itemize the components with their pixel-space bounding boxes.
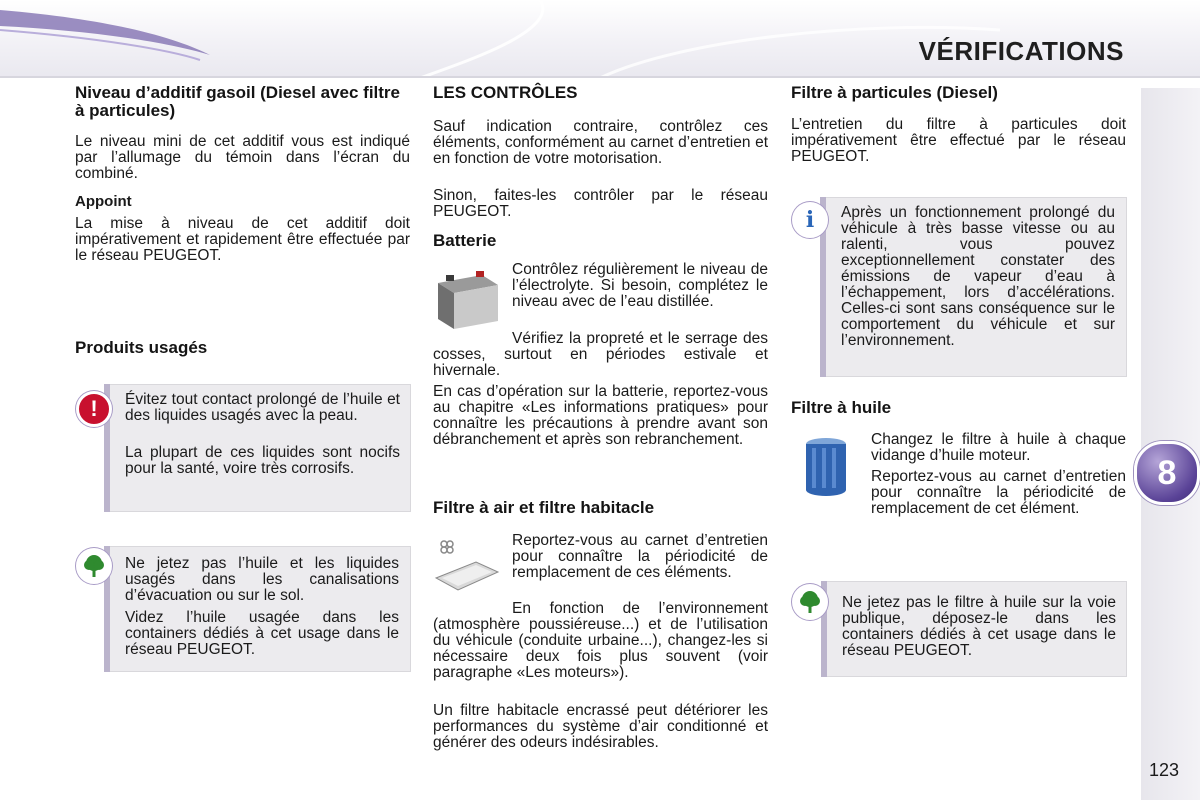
info-text: Après un fonctionnement prolongé du véhicule à très basse vitesse ou au ralenti, vous pouvez exceptionnellement constater des émissions de vapeur d’eau à l’échappement, lors d’accélérations. Celles-ci sont sans conséquence sur le comportement du véhicule et sur l’environnement. <box>841 204 1115 349</box>
warning-text-2: La plupart de ces liquides sont nocifs pour la santé, voire très corrosifs. <box>125 444 400 477</box>
battery-text-3: En cas d’opération sur la batterie, reportez-vous au chapitre «Les informations pratiques» pour connaître les précautions à prendre avant son débranchement et après son rebranchement. <box>433 383 768 448</box>
oil-filter-text-1: Changez le filtre à huile à chaque vidange d’huile moteur. <box>871 431 1126 464</box>
used-products-heading: Produits usagés <box>75 338 208 357</box>
chapter-badge[interactable]: 8 <box>1134 441 1200 505</box>
oil-filter-heading: Filtre à huile <box>791 398 892 417</box>
dpf-heading: Filtre à particules (Diesel) <box>791 83 998 102</box>
battery-text-1: Contrôlez régulièrement le niveau de l’électrolyte. Si besoin, complétez le niveau avec de l’eau distillée. <box>512 261 768 310</box>
controls-heading: LES CONTRÔLES <box>433 83 578 102</box>
topup-subheading: Appoint <box>75 193 132 210</box>
page-number: 123 <box>1149 760 1180 780</box>
oil-filter-text-2: Reportez-vous au carnet d’entretien pour connaître la périodicité de remplacement de cet élément. <box>871 468 1126 517</box>
air-filter-icon <box>432 536 502 596</box>
air-filter-text-3: Un filtre habitacle encrassé peut détériorer les performances du système d’air conditionné et générer des odeurs indésirables. <box>433 702 768 751</box>
additive-heading: Niveau d’additif gasoil (Diesel avec filtre à particules) <box>75 83 400 120</box>
warning-icon: ! <box>76 391 112 427</box>
additive-text: Le niveau mini de cet additif vous est indiqué par l’allumage du témoin dans l’écran du combiné. <box>75 133 410 182</box>
air-filter-text-2: En fonction de l’environnement (atmosphère poussiéreuse...) et de l’utilisation du véhicule (conduite urbaine...), changez-les si nécessaire deux fois plus souvent (voir paragraphe «Les moteurs»). <box>433 600 768 681</box>
battery-icon <box>432 265 502 333</box>
controls-intro-2: Sinon, faites-les contrôler par le réseau PEUGEOT. <box>433 187 768 220</box>
tree-icon <box>76 548 112 584</box>
dpf-text: L’entretien du filtre à particules doit impérativement être effectué par le réseau PEUGEOT. <box>791 116 1126 165</box>
eco-text-2: Videz l’huile usagée dans les containers dédiés à cet usage dans le réseau PEUGEOT. <box>125 609 399 658</box>
header-divider <box>0 76 1200 78</box>
air-filter-text-1: Reportez-vous au carnet d’entretien pour connaître la périodicité de remplacement de ces éléments. <box>512 532 768 581</box>
battery-heading: Batterie <box>433 231 497 250</box>
battery-text-2: Vérifiez la propreté et le serrage des cosses, surtout en périodes estivale et hivernale. <box>433 330 768 379</box>
oil-eco-text: Ne jetez pas le filtre à huile sur la voie publique, déposez-le dans les containers dédiés à cet usage dans le réseau PEUGEOT. <box>842 594 1116 659</box>
page-title: VÉRIFICATIONS <box>918 36 1124 66</box>
controls-intro-1: Sauf indication contraire, contrôlez ces éléments, conformément au carnet d’entretien et en fonction de votre motorisation. <box>433 118 768 167</box>
oil-filter-icon <box>800 436 852 498</box>
info-icon: i <box>792 202 828 238</box>
air-filter-heading: Filtre à air et filtre habitacle <box>433 498 655 517</box>
warning-text-1: Évitez tout contact prolongé de l’huile et des liquides usagés avec la peau. <box>125 391 400 424</box>
topup-text: La mise à niveau de cet additif doit impérativement et rapidement être effectuée par le réseau PEUGEOT. <box>75 215 410 264</box>
eco-text-1: Ne jetez pas l’huile et les liquides usagés dans les canalisations d’évacuation ou sur le sol. <box>125 555 399 604</box>
oil-tree-icon <box>792 584 828 620</box>
